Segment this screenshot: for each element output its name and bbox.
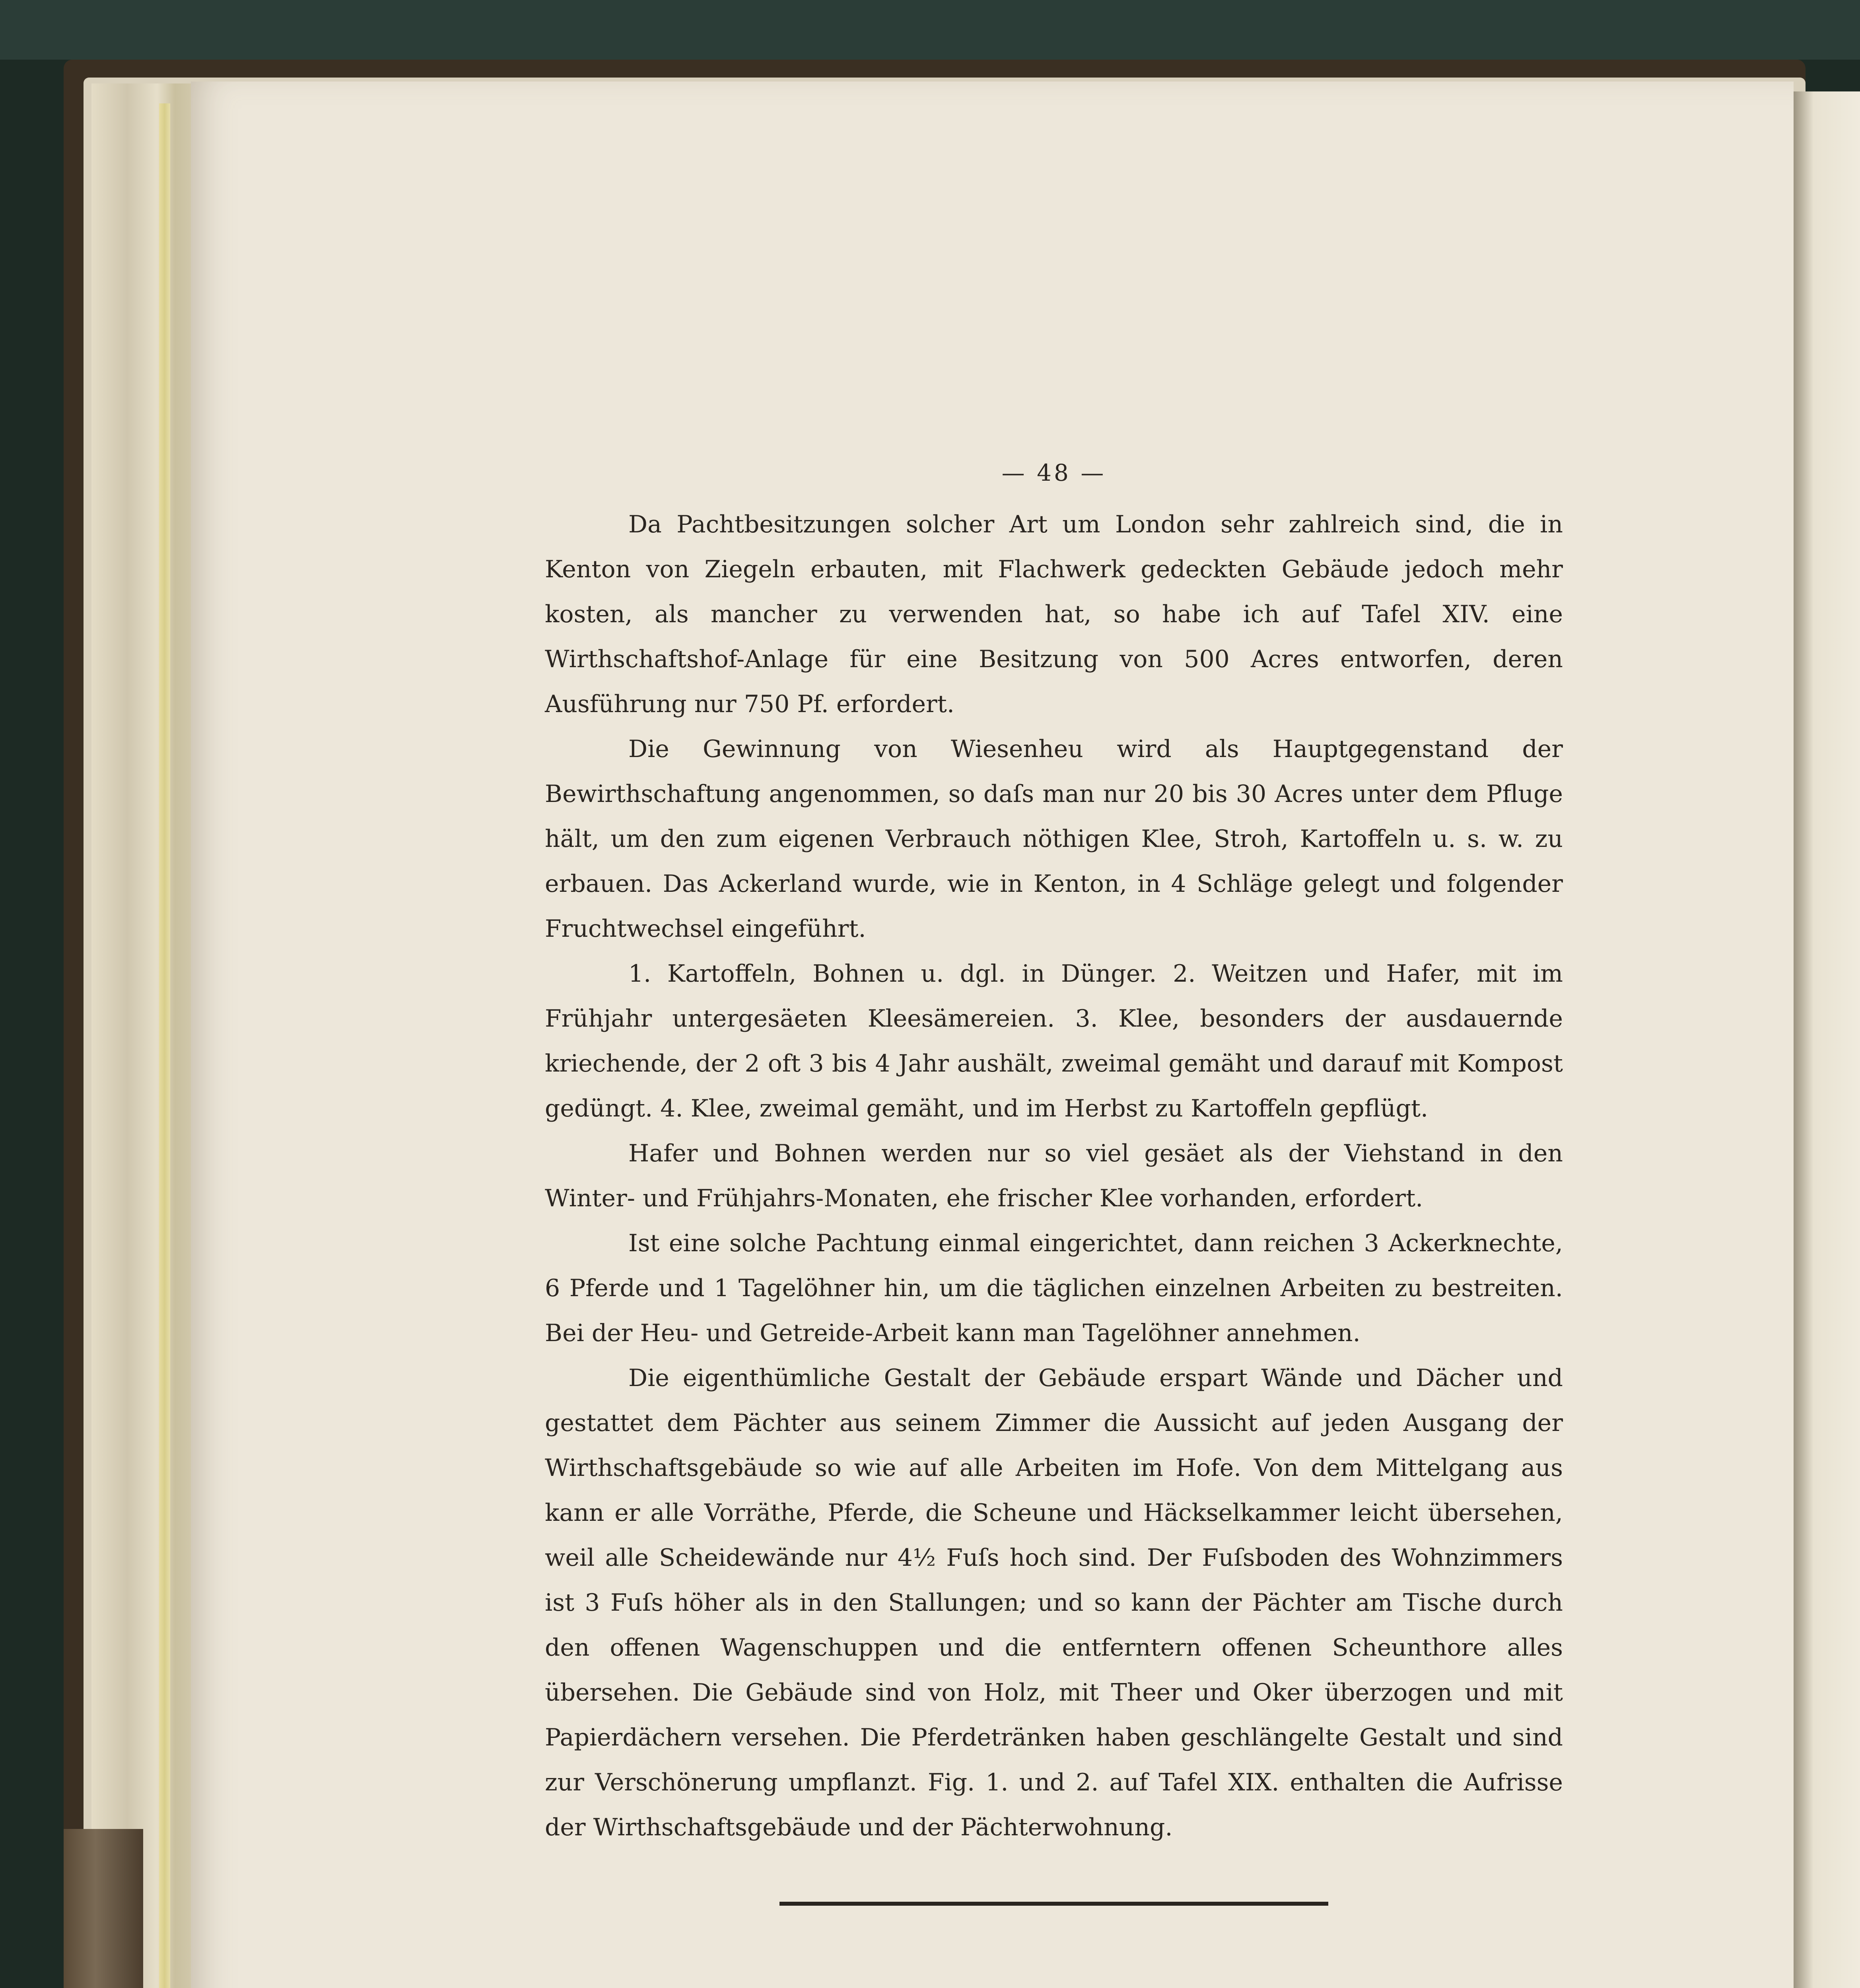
- paragraph-1: Da Pachtbesitzungen solcher Art um London sehr zahlreich sind, die in Kenton von Ziegeln erbauten, mit Flachwerk gedeckten Gebäude jedoch mehr kosten, als mancher zu verwenden hat, so habe ich auf Tafel XIV. eine Wirthschaftshof-Anlage für eine Besitzung von 500 Acres entworfen, deren Ausführung nur 750 Pf. erfordert.: [545, 511, 1563, 718]
- paragraph-5: Ist eine solche Pachtung einmal eingerichtet, dann reichen 3 Ackerknechte, 6 Pferde und 1 Tagelöhner hin, um die täglichen einzelnen Arbeiten zu bestreiten. Bei der Heu- und Getreide-Arbeit kann man Tagelöhner annehmen.: [545, 1229, 1563, 1347]
- scan-background: [0, 0, 1860, 60]
- section-divider: [779, 1902, 1328, 1906]
- page-edge-stain: [159, 103, 170, 1988]
- marbled-cover-edge: [64, 1829, 143, 1988]
- paragraph-2: Die Gewinnung von Wiesenheu wird als Hauptgegenstand der Bewirthschaftung angenommen, so daſs man nur 20 bis 30 Acres unter dem Pfluge hält, um den zum eigenen Verbrauch nöthigen Klee, Stroh, Kartoffeln u. s. w. zu erbauen. Das Ackerland wurde, wie in Kenton, in 4 Schläge gelegt und folgender Fruchtwechsel eingeführt.: [545, 735, 1563, 943]
- page-content: [545, 459, 1563, 1988]
- paragraph-3: 1. Kartoffeln, Bohnen u. dgl. in Dünger. 2. Weitzen und Hafer, mit im Frühjahr untergesäeten Kleesämereien. 3. Klee, besonders der ausdauernde kriechende, der 2 oft 3 bis 4 Jahr aushält, zweimal gemäht und darauf mit Kompost gedüngt. 4. Klee, zweimal gemäht, und im Herbst zu Kartoffeln gepflügt.: [545, 960, 1563, 1122]
- facing-page-edge: [1794, 91, 1860, 1988]
- paragraph-4: Hafer und Bohnen werden nur so viel gesäet als der Viehstand in den Winter- und Frühjahrs-Monaten, ehe frischer Klee vorhanden, erfordert.: [545, 1140, 1563, 1212]
- page-number: — 48 —: [1001, 459, 1106, 486]
- paragraph-6: Die eigenthümliche Gestalt der Gebäude erspart Wände und Dächer und gestattet dem Pächter aus seinem Zimmer die Aussicht auf jeden Ausgang der Wirthschaftsgebäude so wie auf alle Arbeiten im Hofe. Von dem Mittelgang aus kann er alle Vorräthe, Pferde, die Scheune und Häckselkammer leicht übersehen, weil alle Scheidewände nur 4½ Fuſs hoch sind. Der Fuſsboden des Wohnzimmers ist 3 Fuſs höher als in den Stallungen; und so kann der Pächter am Tische durch den offenen Wagenschuppen und die entferntern offenen Scheunthore alles übersehen. Die Gebäude sind von Holz, mit Theer und Oker überzogen und mit Papierdächern versehen. Die Pferdetränken haben geschlängelte Gestalt und sind zur Verschönerung umpflanzt. Fig. 1. und 2. auf Tafel XIX. enthalten die Aufrisse der Wirthschaftsgebäude und der Pächterwohnung.: [545, 1364, 1563, 1841]
